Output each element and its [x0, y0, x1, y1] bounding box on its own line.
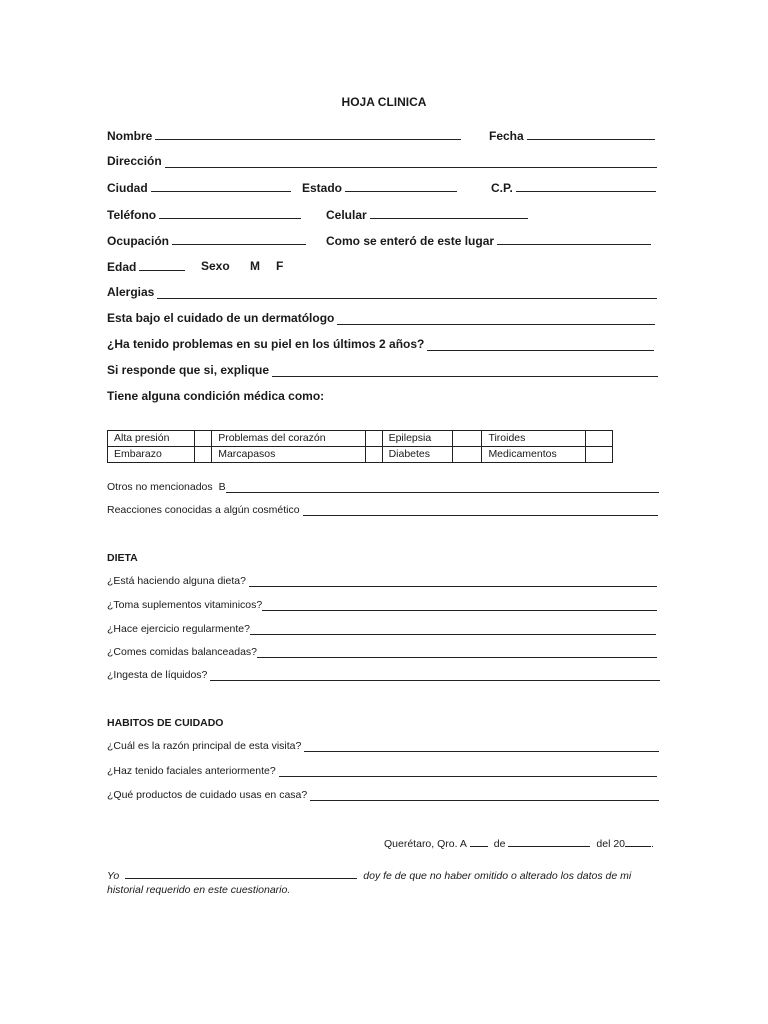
dieta-heading: DIETA — [107, 552, 138, 564]
explique-line[interactable] — [272, 365, 658, 377]
fecha-field[interactable] — [489, 128, 655, 143]
condition-checkbox[interactable] — [365, 447, 382, 463]
declaration-line-1 — [107, 867, 631, 882]
answer-line[interactable] — [304, 740, 659, 752]
declaration-text-2: historial requerido en este cuestionario. — [107, 884, 291, 896]
answer-line[interactable] — [250, 623, 656, 635]
celular-field[interactable] — [326, 207, 528, 222]
ciudad-field[interactable] — [107, 180, 291, 195]
yo-label: Yo — [107, 870, 120, 882]
habitos-question[interactable] — [107, 765, 657, 777]
nombre-label: Nombre — [107, 129, 153, 143]
condition-label: Alta presión — [108, 431, 195, 447]
table-row — [108, 431, 613, 447]
end-period: . — [651, 838, 654, 850]
question-label: ¿Cuál es la razón principal de esta visita? — [107, 740, 302, 752]
direccion-line[interactable] — [165, 156, 657, 168]
condition-checkbox[interactable] — [586, 431, 613, 447]
name-signature-line[interactable] — [125, 867, 357, 879]
direccion-label: Dirección — [107, 154, 162, 168]
otros-line[interactable] — [226, 481, 659, 493]
ocupacion-field[interactable] — [107, 233, 306, 248]
fecha-label: Fecha — [489, 129, 524, 143]
dermatologo-line[interactable] — [337, 313, 655, 325]
nombre-line[interactable] — [155, 128, 461, 140]
sexo-m-option[interactable]: M — [250, 259, 260, 273]
fecha-line[interactable] — [527, 128, 655, 140]
telefono-field[interactable] — [107, 207, 301, 222]
condition-checkbox[interactable] — [365, 431, 382, 447]
dermatologo-field[interactable] — [107, 311, 655, 325]
question-label: ¿Haz tenido faciales anteriormente? — [107, 765, 276, 777]
explique-field[interactable] — [107, 363, 658, 377]
ocupacion-label: Ocupación — [107, 234, 170, 248]
month-line[interactable] — [508, 835, 590, 847]
estado-label: Estado — [302, 181, 343, 195]
telefono-label: Teléfono — [107, 208, 157, 222]
table-row — [108, 447, 613, 463]
explique-label: Si responde que si, explique — [107, 363, 270, 377]
place-label: Querétaro, Qro. A — [384, 838, 467, 850]
habitos-question[interactable] — [107, 740, 659, 752]
habitos-heading: HABITOS DE CUIDADO — [107, 717, 224, 729]
condition-checkbox[interactable] — [195, 431, 212, 447]
nombre-field[interactable] — [107, 128, 461, 143]
page-title: HOJA CLINICA — [341, 95, 427, 109]
condition-checkbox[interactable] — [195, 447, 212, 463]
answer-line[interactable] — [249, 575, 657, 587]
condition-label: Embarazo — [108, 447, 195, 463]
dieta-question[interactable] — [107, 669, 660, 681]
problemas-piel-line[interactable] — [427, 339, 654, 351]
ciudad-label: Ciudad — [107, 181, 148, 195]
question-label: ¿Hace ejercicio regularmente? — [107, 623, 250, 635]
question-label: ¿Está haciendo alguna dieta? — [107, 575, 246, 587]
cp-field[interactable] — [491, 180, 656, 195]
answer-line[interactable] — [210, 669, 660, 681]
question-label: ¿Toma suplementos vitaminicos? — [107, 599, 263, 611]
condition-checkbox[interactable] — [453, 447, 482, 463]
dermatologo-label: Esta bajo el cuidado de un dermatólogo — [107, 311, 335, 325]
answer-line[interactable] — [279, 765, 657, 777]
celular-line[interactable] — [370, 207, 528, 219]
sexo-f-option[interactable]: F — [276, 259, 284, 273]
celular-label: Celular — [326, 208, 367, 222]
dieta-question[interactable] — [107, 623, 656, 635]
edad-label: Edad — [107, 260, 137, 274]
dieta-question[interactable] — [107, 646, 657, 658]
de-label: de — [493, 838, 506, 850]
year-line[interactable] — [625, 835, 651, 847]
telefono-line[interactable] — [159, 207, 301, 219]
ocupacion-line[interactable] — [172, 233, 306, 245]
sexo-label: Sexo — [201, 259, 230, 273]
medical-conditions-table — [107, 430, 613, 463]
alergias-field[interactable] — [107, 285, 657, 299]
condition-label: Marcapasos — [212, 447, 365, 463]
declaration-text-1: doy fe de que no haber omitido o alterado los datos de mi — [363, 870, 632, 882]
answer-line[interactable] — [257, 646, 657, 658]
cp-line[interactable] — [516, 180, 656, 192]
condition-label: Medicamentos — [482, 447, 586, 463]
direccion-field[interactable] — [107, 154, 657, 168]
como-se-entero-line[interactable] — [497, 233, 651, 245]
question-label: ¿Qué productos de cuidado usas en casa? — [107, 789, 308, 801]
cp-label: C.P. — [491, 181, 513, 195]
reacciones-field[interactable] — [107, 504, 658, 516]
estado-field[interactable] — [302, 180, 457, 195]
day-line[interactable] — [470, 835, 488, 847]
reacciones-line[interactable] — [303, 504, 658, 516]
edad-field[interactable] — [107, 259, 185, 274]
problemas-piel-field[interactable] — [107, 337, 654, 351]
alergias-label: Alergias — [107, 285, 155, 299]
del-label: del 20 — [596, 838, 626, 850]
estado-line[interactable] — [345, 180, 457, 192]
question-label: ¿Comes comidas balanceadas? — [107, 646, 257, 658]
dieta-question[interactable] — [107, 575, 657, 587]
dieta-question[interactable] — [107, 599, 657, 611]
edad-line[interactable] — [139, 259, 185, 271]
ciudad-line[interactable] — [151, 180, 291, 192]
place-date-line — [384, 835, 654, 850]
condition-checkbox[interactable] — [453, 431, 482, 447]
otros-value: B — [218, 481, 226, 493]
como-se-entero-field[interactable] — [326, 233, 651, 248]
problemas-piel-label: ¿Ha tenido problemas en su piel en los últimos 2 años? — [107, 337, 425, 351]
question-label: ¿Ingesta de líquidos? — [107, 669, 208, 681]
otros-field[interactable] — [107, 481, 659, 493]
alergias-line[interactable] — [157, 287, 657, 299]
otros-label: Otros no mencionados — [107, 481, 213, 493]
condition-checkbox[interactable] — [586, 447, 613, 463]
habitos-question[interactable] — [107, 789, 659, 801]
como-se-entero-label: Como se enteró de este lugar — [326, 234, 495, 248]
condition-label: Epilepsia — [382, 431, 453, 447]
answer-line[interactable] — [262, 599, 657, 611]
condition-label: Tiroides — [482, 431, 586, 447]
answer-line[interactable] — [310, 789, 659, 801]
condition-label: Diabetes — [382, 447, 453, 463]
condition-label: Problemas del corazón — [212, 431, 365, 447]
condicion-medica-label: Tiene alguna condición médica como: — [107, 389, 325, 403]
reacciones-label: Reacciones conocidas a algún cosmético — [107, 504, 300, 516]
